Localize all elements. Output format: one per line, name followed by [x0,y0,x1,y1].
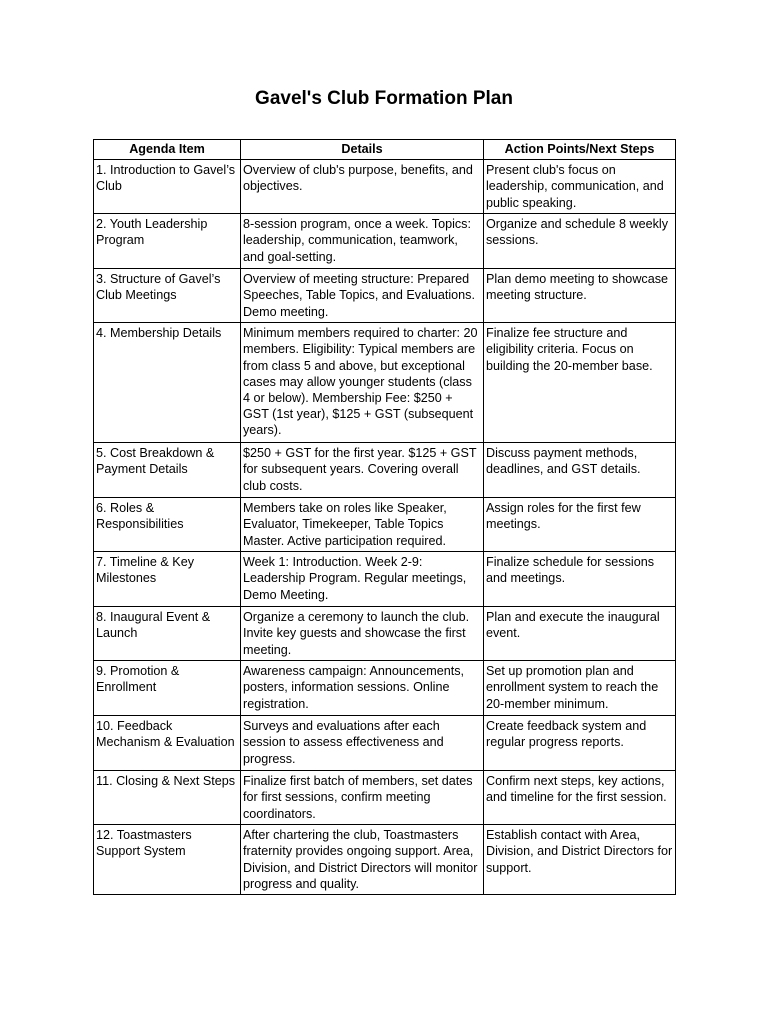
agenda-cell: 8. Inaugural Event & Launch [94,607,241,661]
details-cell: Overview of club's purpose, benefits, and objectives. [241,160,484,214]
actions-cell: Finalize schedule for sessions and meetings. [484,552,676,607]
table-row [94,607,676,661]
agenda-cell: 5. Cost Breakdown & Payment Details [94,443,241,498]
details-cell: Minimum members required to charter: 20 members. Eligibility: Typical members are from class 5 and above, but exceptional cases may allow younger students (class 4 or below). Membership Fee: $250 + GST (1st year), $125 + GST (subsequent years). [241,323,484,443]
table-row [94,661,676,716]
table-row [94,498,676,552]
actions-cell: Plan and execute the inaugural event. [484,607,676,661]
agenda-cell: 1. Introduction to Gavel’s Club [94,160,241,214]
details-cell: Overview of meeting structure: Prepared Speeches, Table Topics, and Evaluations. Demo meeting. [241,269,484,323]
details-cell: Week 1: Introduction. Week 2-9: Leadership Program. Regular meetings, Demo Meeting. [241,552,484,607]
actions-cell: Present club's focus on leadership, communication, and public speaking. [484,160,676,214]
actions-cell: Confirm next steps, key actions, and timeline for the first session. [484,771,676,825]
actions-cell: Assign roles for the first few meetings. [484,498,676,552]
details-cell: Awareness campaign: Announcements, posters, information sessions. Online registration. [241,661,484,716]
table-header-row [94,140,676,160]
agenda-cell: 9. Promotion & Enrollment [94,661,241,716]
table-row [94,443,676,498]
agenda-cell: 10. Feedback Mechanism & Evaluation [94,716,241,771]
table-row [94,771,676,825]
table-row [94,269,676,323]
actions-cell: Plan demo meeting to showcase meeting structure. [484,269,676,323]
page-title: Gavel's Club Formation Plan [255,88,513,109]
table-row [94,214,676,269]
details-cell: After chartering the club, Toastmasters fraternity provides ongoing support. Area, Division, and District Directors will monitor progress and quality. [241,825,484,895]
actions-cell: Organize and schedule 8 weekly sessions. [484,214,676,269]
actions-cell: Establish contact with Area, Division, and District Directors for support. [484,825,676,895]
details-cell: 8-session program, once a week. Topics: leadership, communication, teamwork, and goal-setting. [241,214,484,269]
agenda-cell: 12. Toastmasters Support System [94,825,241,895]
actions-cell: Set up promotion plan and enrollment system to reach the 20-member minimum. [484,661,676,716]
agenda-cell: 2. Youth Leadership Program [94,214,241,269]
header-details: Details [241,140,484,160]
details-cell: Organize a ceremony to launch the club. Invite key guests and showcase the first meeting. [241,607,484,661]
table-row [94,160,676,214]
formation-plan-table [93,139,676,895]
actions-cell: Discuss payment methods, deadlines, and GST details. [484,443,676,498]
agenda-cell: 3. Structure of Gavel’s Club Meetings [94,269,241,323]
actions-cell: Finalize fee structure and eligibility criteria. Focus on building the 20-member base. [484,323,676,443]
table-row [94,552,676,607]
details-cell: $250 + GST for the first year. $125 + GST for subsequent years. Covering overall club costs. [241,443,484,498]
actions-cell: Create feedback system and regular progress reports. [484,716,676,771]
details-cell: Finalize first batch of members, set dates for first sessions, confirm meeting coordinators. [241,771,484,825]
agenda-cell: 7. Timeline & Key Milestones [94,552,241,607]
header-agenda-item: Agenda Item [94,140,241,160]
header-action-points: Action Points/Next Steps [484,140,676,160]
agenda-cell: 6. Roles & Responsibilities [94,498,241,552]
details-cell: Members take on roles like Speaker, Evaluator, Timekeeper, Table Topics Master. Active participation required. [241,498,484,552]
table-row [94,716,676,771]
details-cell: Surveys and evaluations after each session to assess effectiveness and progress. [241,716,484,771]
table-row [94,825,676,895]
agenda-cell: 4. Membership Details [94,323,241,443]
agenda-cell: 11. Closing & Next Steps [94,771,241,825]
table-row [94,323,676,443]
